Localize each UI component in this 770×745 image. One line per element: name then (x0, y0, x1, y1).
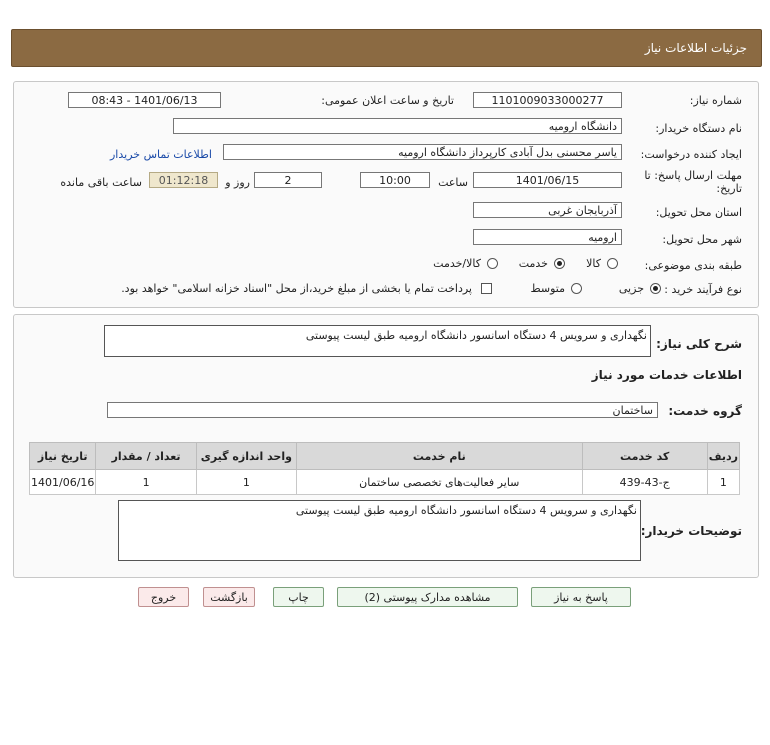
city-label: شهر محل تحویل: (662, 233, 742, 246)
col-service-name: نام خدمت (297, 443, 583, 470)
requester-field[interactable]: یاسر محسنی بدل آبادی کارپرداز دانشگاه ارومیه (223, 144, 622, 160)
deadline-label: مهلت ارسال پاسخ: تا (644, 169, 742, 182)
province-field[interactable]: آذربایجان غربی (473, 202, 622, 218)
summary-label: شرح کلی نیاز: (656, 337, 742, 351)
buyer-notes-text: نگهداری و سرویس 4 دستگاه اسانسور دانشگاه ارومیه طبق لیست پیوستی (295, 504, 637, 517)
summary-text: نگهداری و سرویس 4 دستگاه اسانسور دانشگاه ارومیه طبق لیست پیوستی (305, 329, 647, 342)
remaining-time-label: ساعت باقی مانده (60, 176, 142, 189)
category-option-goods-service: کالا/خدمت (433, 257, 481, 270)
deadline-date-label: تاریخ: (716, 182, 742, 195)
table-row[interactable] (30, 470, 740, 495)
province-label: استان محل تحویل: (655, 206, 742, 219)
process-radio-partial[interactable] (650, 283, 661, 294)
summary-box (104, 325, 651, 357)
cell-quantity: 1 (96, 470, 196, 495)
deadline-date-field[interactable]: 1401/06/15 (473, 172, 622, 188)
cell-row-number: 1 (707, 470, 739, 495)
col-service-code: کد خدمت (582, 443, 707, 470)
buyer-notes-label: توضیحات خریدار: (640, 524, 742, 538)
deadline-time-label: ساعت (438, 176, 468, 189)
cell-service-code: ج-43-439 (582, 470, 707, 495)
need-number-label: شماره نیاز: (689, 94, 742, 107)
deadline-time-field[interactable]: 10:00 (360, 172, 430, 188)
services-table (29, 442, 740, 495)
process-option-partial: جزیی (618, 282, 644, 295)
page-title: جزئیات اطلاعات نیاز (644, 41, 747, 55)
cell-need-date: 1401/06/16 (30, 470, 96, 495)
city-field[interactable]: ارومیه (473, 229, 622, 245)
services-table-header (30, 443, 740, 470)
need-number-field[interactable]: 1101009033000277 (473, 92, 622, 108)
col-row-number: ردیف (707, 443, 739, 470)
need-info-panel (13, 81, 759, 308)
category-option-service: خدمت (518, 257, 548, 270)
print-button[interactable]: چاپ (273, 587, 324, 607)
buyer-org-field[interactable]: دانشگاه ارومیه (173, 118, 622, 134)
buyer-notes-box (118, 500, 641, 561)
process-label: نوع فرآیند خرید : (664, 283, 742, 296)
process-option-medium: متوسط (530, 282, 565, 295)
reply-button[interactable]: پاسخ به نیاز (531, 587, 631, 607)
exit-button[interactable]: خروج (138, 587, 189, 607)
service-group-label: گروه خدمت: (668, 404, 742, 418)
category-radio-goods-service[interactable] (487, 258, 498, 269)
category-radio-goods[interactable] (607, 258, 618, 269)
announce-datetime-label: تاریخ و ساعت اعلان عمومی: (321, 94, 454, 107)
treasury-payment-note: پرداخت تمام یا بخشی از مبلغ خرید،از محل "اسناد خزانه اسلامی" خواهد بود. (121, 282, 472, 295)
col-quantity: تعداد / مقدار (96, 443, 196, 470)
back-button[interactable]: بازگشت (203, 587, 255, 607)
process-radio-medium[interactable] (571, 283, 582, 294)
col-unit: واحد اندازه گیری (196, 443, 296, 470)
buyer-org-label: نام دستگاه خریدار: (655, 122, 742, 135)
view-attachments-button[interactable]: مشاهده مدارک پیوستی (2) (337, 587, 518, 607)
remaining-time-field: 01:12:18 (149, 172, 218, 188)
category-label: طبقه بندی موضوعی: (644, 259, 742, 272)
days-label: روز و (225, 176, 250, 189)
treasury-payment-checkbox[interactable] (481, 283, 492, 294)
buyer-contact-link[interactable]: اطلاعات تماس خریدار (110, 148, 212, 161)
page-header (11, 29, 762, 67)
services-heading: اطلاعات خدمات مورد نیاز (591, 368, 742, 382)
service-group-field[interactable]: ساختمان (107, 402, 658, 418)
days-remaining-field[interactable]: 2 (254, 172, 322, 188)
requester-label: ایجاد کننده درخواست: (640, 148, 742, 161)
category-radio-service[interactable] (554, 258, 565, 269)
cell-unit: 1 (196, 470, 296, 495)
category-option-goods: کالا (586, 257, 601, 270)
col-need-date: تاریخ نیاز (30, 443, 96, 470)
announce-datetime-field[interactable]: 1401/06/13 - 08:43 (68, 92, 221, 108)
cell-service-name: سایر فعالیت‌های تخصصی ساختمان (297, 470, 583, 495)
